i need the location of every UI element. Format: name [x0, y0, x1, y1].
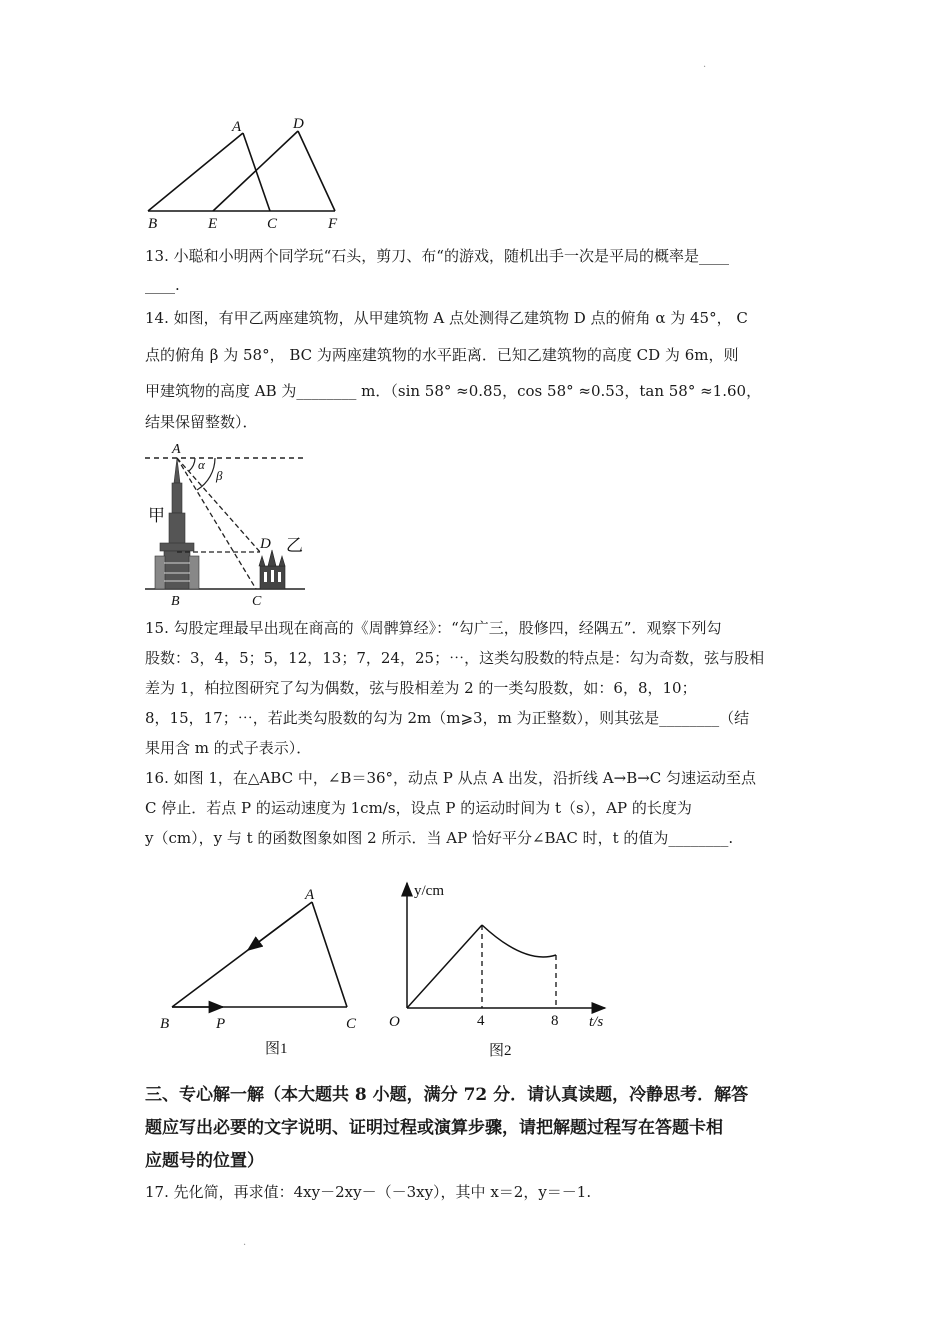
q13-line1: 13. 小聪和小明两个同学玩“石头，剪刀、布“的游戏，随机出手一次是平局的概率是____ — [145, 247, 729, 265]
label-B: B — [171, 594, 180, 609]
label-A: A — [172, 442, 181, 457]
q16-line1: 16. 如图 1，在△ABC 中，∠B＝36°，动点 P 从点 A 出发，沿折线 A→B→C 匀速运动至点 — [145, 769, 757, 787]
q15-line3: 差为 1，柏拉图研究了勾为偶数，弦与股相差为 2 的一类勾股数，如：6，8，10； — [145, 679, 697, 697]
q15-line1: 15. 勾股定理最早出现在商高的《周髀算经》：“勾广三，股修四，经隅五”．观察下列勾 — [145, 619, 722, 637]
figure-q16-2 — [375, 875, 615, 1065]
q14-line4: 结果保留整数）． — [145, 413, 258, 431]
q16-line2: C 停止．若点 P 的运动速度为 1cm/s，设点 P 的运动时间为 t（s），AP 的长度为 — [145, 799, 692, 817]
label-C: C — [267, 216, 278, 232]
y-axis-label: y/cm — [414, 883, 444, 899]
label-D: D — [293, 116, 304, 132]
tick-4: 4 — [477, 1013, 485, 1029]
label-C: C — [346, 1016, 357, 1032]
tick-8: 8 — [551, 1013, 559, 1029]
origin-label: O — [389, 1014, 400, 1030]
figure-1-caption: 图1 — [265, 1041, 288, 1057]
figure-q14 — [140, 438, 310, 610]
x-axis-label: t/s — [589, 1014, 604, 1030]
label-E: E — [208, 216, 218, 232]
q14-line1: 14. 如图，有甲乙两座建筑物，从甲建筑物 A 点处测得乙建筑物 D 点的俯角 α 为 45°， C — [145, 309, 748, 327]
label-F: F — [328, 216, 338, 232]
bottom-mark: · — [243, 1240, 247, 1251]
top-mark: · — [703, 62, 707, 73]
q14-line3: 甲建筑物的高度 AB 为________ m．（sin 58° ≈0.85，cos 58° ≈0.53，tan 58° ≈1.60， — [145, 382, 762, 400]
label-B: B — [148, 216, 158, 232]
label-A: A — [232, 119, 242, 135]
figure-2-caption: 图2 — [489, 1043, 512, 1059]
label-D: D — [260, 536, 271, 552]
q15-line4: 8，15，17；⋯，若此类勾股数的勾为 2m（m⩾3，m 为正整数），则其弦是________（结 — [145, 709, 750, 727]
label-alpha: α — [198, 457, 205, 472]
section3-line3: 应题号的位置） — [145, 1151, 264, 1171]
section3-line2: 题应写出必要的文字说明、证明过程或演算步骤，请把解题过程写在答题卡相 — [145, 1118, 723, 1138]
figure-q12 — [140, 110, 350, 235]
label-beta: β — [216, 468, 223, 483]
section3-line1: 三、专心解一解（本大题共 8 小题，满分 72 分．请认真读题，冷静思考．解答 — [145, 1085, 749, 1105]
q14-line2: 点的俯角 β 为 58°， BC 为两座建筑物的水平距离．已知乙建筑物的高度 CD 为 6m，则 — [145, 346, 739, 364]
q15-line2: 股数：3，4，5；5，12，13；7，24，25；⋯，这类勾股数的特点是：勾为奇数，弦与股相 — [145, 649, 765, 667]
label-jia: 甲 — [148, 506, 165, 525]
figure-q16-1 — [150, 880, 380, 1060]
q17-line1: 17. 先化简，再求值：4xy－2xy－（－3xy），其中 x＝2，y＝－1. — [145, 1183, 592, 1201]
q13-line2: ____. — [145, 276, 180, 294]
q15-line5: 果用含 m 的式子表示）． — [145, 739, 312, 757]
label-C: C — [252, 594, 262, 609]
q16-line3: y（cm），y 与 t 的函数图象如图 2 所示．当 AP 恰好平分∠BAC 时，t 的值为________. — [145, 829, 734, 847]
label-B: B — [160, 1016, 170, 1032]
label-A: A — [305, 887, 315, 903]
label-P: P — [216, 1016, 226, 1032]
label-yi: 乙 — [286, 536, 303, 555]
